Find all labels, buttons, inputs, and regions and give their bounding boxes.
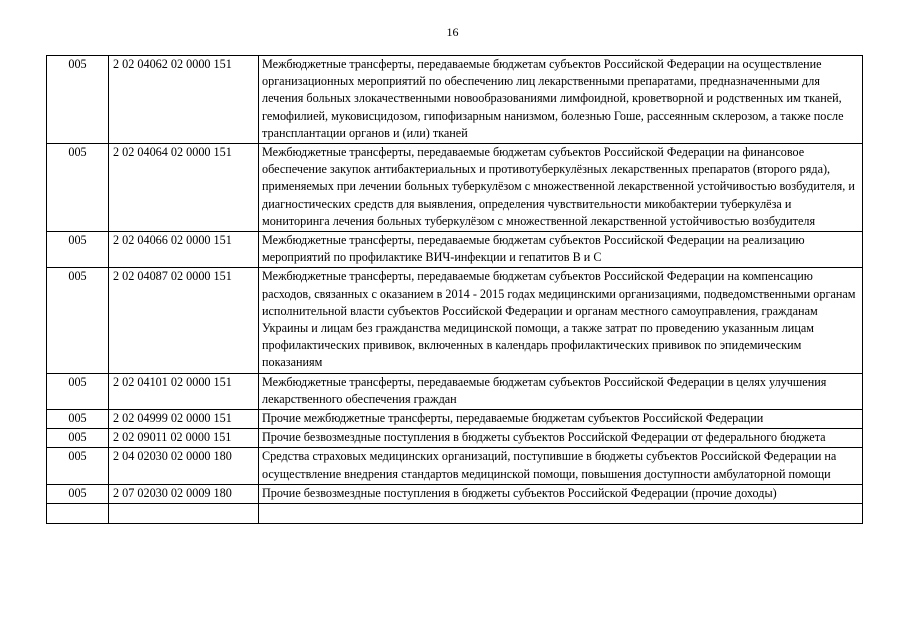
budget-code-cell: 2 04 02030 02 0000 180 <box>109 448 259 484</box>
table-row <box>47 429 863 448</box>
revenue-name-cell: Средства страховых медицинских организаций, поступившие в бюджеты субъектов Российской Федерации на осуществление внедрения стандартов медицинской помощи, повышения доступности амбулаторной помощи <box>259 448 863 484</box>
admin-code-cell: 005 <box>47 268 109 373</box>
admin-code-cell: 005 <box>47 429 109 448</box>
admin-code-cell: 005 <box>47 373 109 409</box>
admin-code-cell: 005 <box>47 144 109 232</box>
table-row <box>47 144 863 232</box>
admin-code-cell: 005 <box>47 448 109 484</box>
table-row <box>47 484 863 503</box>
empty-cell <box>109 504 259 524</box>
revenue-name-cell: Межбюджетные трансферты, передаваемые бюджетам субъектов Российской Федерации на реализацию мероприятий по профилактике ВИЧ-инфекции и гепатитов В и С <box>259 232 863 268</box>
table-row <box>47 268 863 373</box>
budget-code-cell: 2 02 04062 02 0000 151 <box>109 56 259 144</box>
table-row <box>47 232 863 268</box>
admin-code-cell: 005 <box>47 56 109 144</box>
admin-code-cell: 005 <box>47 232 109 268</box>
budget-code-cell: 2 02 04087 02 0000 151 <box>109 268 259 373</box>
budget-code-cell: 2 02 04999 02 0000 151 <box>109 410 259 429</box>
table-row <box>47 56 863 144</box>
budget-code-cell: 2 02 04101 02 0000 151 <box>109 373 259 409</box>
revenue-codes-table <box>46 55 863 524</box>
empty-cell <box>259 504 863 524</box>
table-row <box>47 410 863 429</box>
revenue-name-cell: Прочие безвозмездные поступления в бюджеты субъектов Российской Федерации от федерального бюджета <box>259 429 863 448</box>
budget-code-cell: 2 02 04066 02 0000 151 <box>109 232 259 268</box>
table-row <box>47 448 863 484</box>
budget-code-cell: 2 07 02030 02 0009 180 <box>109 484 259 503</box>
page-number: 16 <box>446 25 459 39</box>
revenue-name-cell: Прочие безвозмездные поступления в бюджеты субъектов Российской Федерации (прочие доходы) <box>259 484 863 503</box>
revenue-name-cell: Прочие межбюджетные трансферты, передаваемые бюджетам субъектов Российской Федерации <box>259 410 863 429</box>
revenue-name-cell: Межбюджетные трансферты, передаваемые бюджетам субъектов Российской Федерации на осуществление организационных мероприятий по обеспечению лиц лекарственными препаратами, предназначенными для лечения больных злокачественными новообразованиями лимфоидной, кроветворной и родственных им тканей, гемофилией, муковисцидозом, гипофизарным нанизмом, болезнью Гоше, рассеянным склерозом, а также после трансплантации органов и (или) тканей <box>259 56 863 144</box>
revenue-name-cell: Межбюджетные трансферты, передаваемые бюджетам субъектов Российской Федерации на финансовое обеспечение закупок антибактериальных и противотуберкулёзных лекарственных препаратов (второго ряда), применяемых при лечении больных туберкулёзом с множественной лекарственной устойчивостью возбудителя, и диагностических средств для выявления, определения чувствительности микобактерии туберкулёза и мониторинга лечения больных туберкулёзом с множественной лекарственной устойчивостью возбудителя <box>259 144 863 232</box>
admin-code-cell: 005 <box>47 410 109 429</box>
table-row <box>47 373 863 409</box>
revenue-name-cell: Межбюджетные трансферты, передаваемые бюджетам субъектов Российской Федерации на компенсацию расходов, связанных с оказанием в 2014 - 2015 годах медицинскими организациями, подведомственными органам исполнительной власти субъектов Российской Федерации и органам местного самоуправления, гражданам Украины и лицам без гражданства медицинской помощи, а также затрат по проведению указанным лицам профилактических прививок, включенных в календарь профилактических прививок по эпидемическим показаниям <box>259 268 863 373</box>
budget-code-cell: 2 02 09011 02 0000 151 <box>109 429 259 448</box>
admin-code-cell: 005 <box>47 484 109 503</box>
empty-cell <box>47 504 109 524</box>
table-row-empty-space <box>47 504 863 524</box>
revenue-name-cell: Межбюджетные трансферты, передаваемые бюджетам субъектов Российской Федерации в целях улучшения лекарственного обеспечения граждан <box>259 373 863 409</box>
budget-code-cell: 2 02 04064 02 0000 151 <box>109 144 259 232</box>
